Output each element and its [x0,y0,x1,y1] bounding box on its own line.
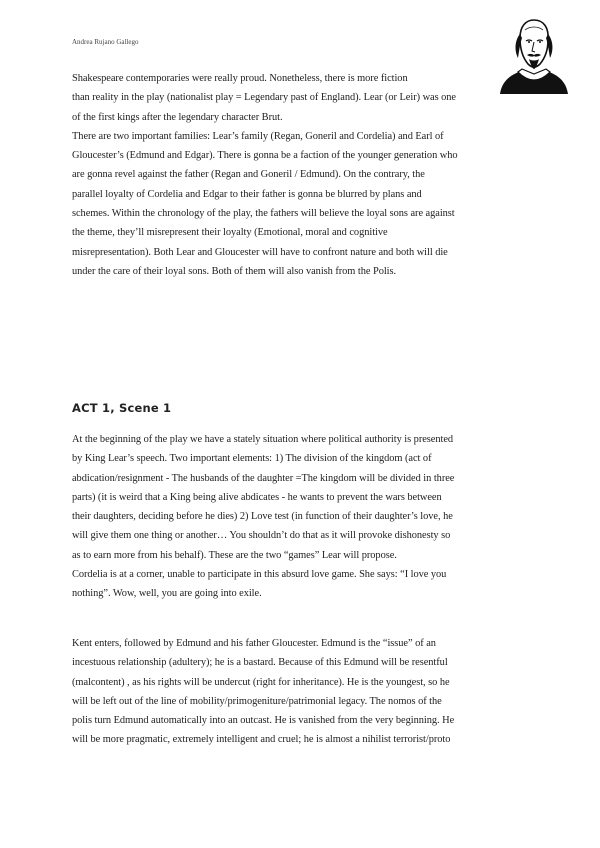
text-line: Cordelia is at a corner, unable to participate in this absurd love game. She says: “I love you [72,569,447,581]
text-line: schemes. Within the chronology of the play, the fathers will believe the loyal sons are against [72,208,455,220]
text-line: incestuous relationship (adultery); he is a bastard. Because of this Edmund will be resentful [72,657,448,669]
text-line: as to earn more from his behalf). These are the two “games” Lear will propose. [72,549,397,561]
text-line: under the care of their loyal sons. Both of them will also vanish from the Polis. [72,265,397,277]
text-line: nothing”. Wow, well, you are going into exile. [72,588,262,600]
kent-edmund-paragraph [72,634,528,750]
section-heading: ACT 1, Scene 1 [72,401,172,415]
text-line: (malcontent) , as his rights will be undercut (right for inheritance). He is the youngest, so he [72,676,450,688]
text-line: are gonna revel against the father (Regan and Goneril / Edmund). On the contrary, the [72,169,425,181]
text-line: will give them one thing or another… You shouldn’t do that as it will provoke dishonesty so [72,530,451,542]
text-line: misrepresentation). Both Lear and Gloucester will have to confront nature and both will die [72,246,448,258]
text-line: Kent enters, followed by Edmund and his father Gloucester. Edmund is the “issue” of an [72,638,436,649]
text-line: will be more pragmatic, extremely intelligent and cruel; he is almost a nihilist terrorist/proto [72,734,451,746]
text-line: parallel loyalty of Cordelia and Edgar to their father is gonna be blurred by plans and [72,188,422,200]
text-line: polis turn Edmund automatically into an outcast. He is vanished from the very beginning. He [72,715,455,727]
act1-scene1-paragraph [72,430,528,604]
author-header: Andrea Rujano Gallego [72,38,139,46]
intro-paragraphs [72,69,528,281]
text-line: will be left out of the line of mobility/primogeniture/patrimonial legacy. The nomos of the [72,695,442,707]
text-line: There are two important families: Lear’s family (Regan, Goneril and Cordelia) and Earl of [72,130,444,142]
text-line: their daughters, deciding before he dies) 2) Love test (in function of their daughter’s love, he [72,511,453,523]
text-line: by King Lear’s speech. Two important elements: 1) The division of the kingdom (act of [72,453,432,465]
text-line: parts) (it is weird that a King being alive abdicates - he wants to prevent the wars between [72,491,442,503]
text-line: of the first kings after the legendary character Brut. [72,111,283,123]
text-line: At the beginning of the play we have a stately situation where political authority is presented [72,434,454,445]
text-line: abdication/resignment - The husbands of the daughter =The kingdom will be divided in three [72,472,455,484]
text-line: Shakespeare contemporaries were really proud. Nonetheless, there is more fiction [72,73,408,84]
text-line: Gloucester’s (Edmund and Edgar). There is gonna be a faction of the younger generation who [72,150,458,162]
text-line: the theme, they’ll misrepresent their loyalty (Emotional, moral and cognitive [72,227,388,239]
text-line: than reality in the play (nationalist play = Legendary past of England). Lear (or Leir) was one [72,92,456,104]
